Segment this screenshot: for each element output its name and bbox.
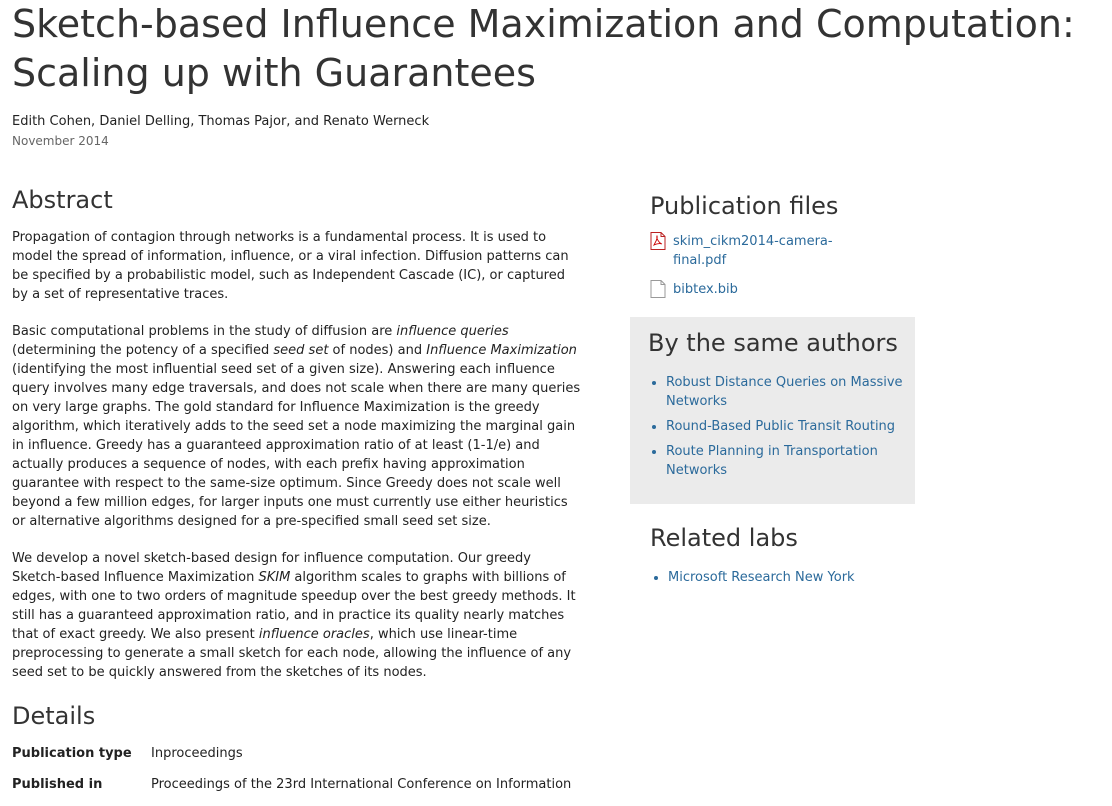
related-labs-heading: Related labs <box>650 524 798 552</box>
detail-value: Inproceedings <box>151 746 243 761</box>
same-author-link[interactable]: Robust Distance Queries on Massive Networks <box>666 375 903 409</box>
same-authors-heading: By the same authors <box>648 329 898 357</box>
main-content <box>12 184 582 806</box>
sidebar <box>630 190 915 593</box>
same-authors-panel <box>630 317 915 504</box>
document-icon <box>650 280 666 298</box>
list-item <box>666 417 915 436</box>
same-author-link[interactable]: Round-Based Public Transit Routing <box>666 419 896 434</box>
abstract-heading: Abstract <box>12 186 113 214</box>
detail-value: Proceedings of the 23rd International Conference on Information <box>151 777 572 792</box>
abstract-paragraph-3: We develop a novel sketch-based design for influence computation. Our greedy Sketch-based Influence Maximization SKIM algorithm scales to graphs with billions of edges, with one to two orders of magnitude speedup over the best greedy methods. It still has a guaranteed approximation ratio, and in practice its quality nearly matches that of exact greedy. We also present influence oracles, which use linear-time preprocessing to generate a small sketch for each node, allowing the influence of any seed set to be quickly answered from the sketches of its nodes. <box>12 551 576 680</box>
list-item <box>666 373 915 411</box>
bibtex-file-link[interactable]: bibtex.bib <box>673 282 738 297</box>
title-area <box>0 0 1075 110</box>
authors: Edith Cohen, Daniel Delling, Thomas Pajor, and Renato Werneck <box>12 114 430 129</box>
related-labs <box>630 522 915 587</box>
page-title: Sketch-based Influence Maximization and Computation: Scaling up with Guarantees <box>12 2 1075 95</box>
publication-files-heading: Publication files <box>650 192 839 220</box>
detail-label: Published in <box>12 777 103 792</box>
list-item <box>668 568 915 587</box>
related-lab-link[interactable]: Microsoft Research New York <box>668 570 855 585</box>
publication-files <box>630 190 915 299</box>
file-item-pdf[interactable] <box>650 232 915 270</box>
abstract-paragraph-1: Propagation of contagion through networks is a fundamental process. It is used to model the spread of information, influence, or a viral infection. Diffusion patterns can be specified by a probabilistic model, such as Independent Cascade (IC), or captured by a set of representative traces. <box>12 230 569 302</box>
same-authors-list <box>648 373 915 480</box>
same-author-link[interactable]: Route Planning in Transportation Networks <box>666 444 878 478</box>
detail-row-publication-type <box>12 744 582 763</box>
pdf-file-link[interactable]: skim_cikm2014-camera-final.pdf <box>673 234 833 268</box>
abstract-body <box>12 228 582 682</box>
publication-date: November 2014 <box>12 134 109 148</box>
list-item <box>666 442 915 480</box>
details-heading: Details <box>12 702 96 730</box>
abstract-paragraph-2: Basic computational problems in the study of diffusion are influence queries (determining the potency of a specified seed set of nodes) and Influence Maximization (identifying the most influential seed set of a given size). Answering each influence query involves many edge traversals, and does not scale when there are many queries on very large graphs. The gold standard for Influence Maximization is the greedy algorithm, which iteratively adds to the seed set a node maximizing the marginal gain in influence. Greedy has a guaranteed approximation ratio of at least (1-1/e) and actually produces a sequence of nodes, with each prefix having approximation guarantee with respect to the same-size optimum. Since Greedy does not scale well beyond a few million edges, for larger inputs one must currently use either heuristics or alternative algorithms designed for a pre-specified small seed set size. <box>12 324 581 529</box>
detail-label: Publication type <box>12 746 132 761</box>
pdf-file-icon <box>650 232 666 250</box>
detail-row-published-in <box>12 775 582 794</box>
related-labs-list <box>650 568 915 587</box>
file-item-bib[interactable] <box>650 280 915 299</box>
